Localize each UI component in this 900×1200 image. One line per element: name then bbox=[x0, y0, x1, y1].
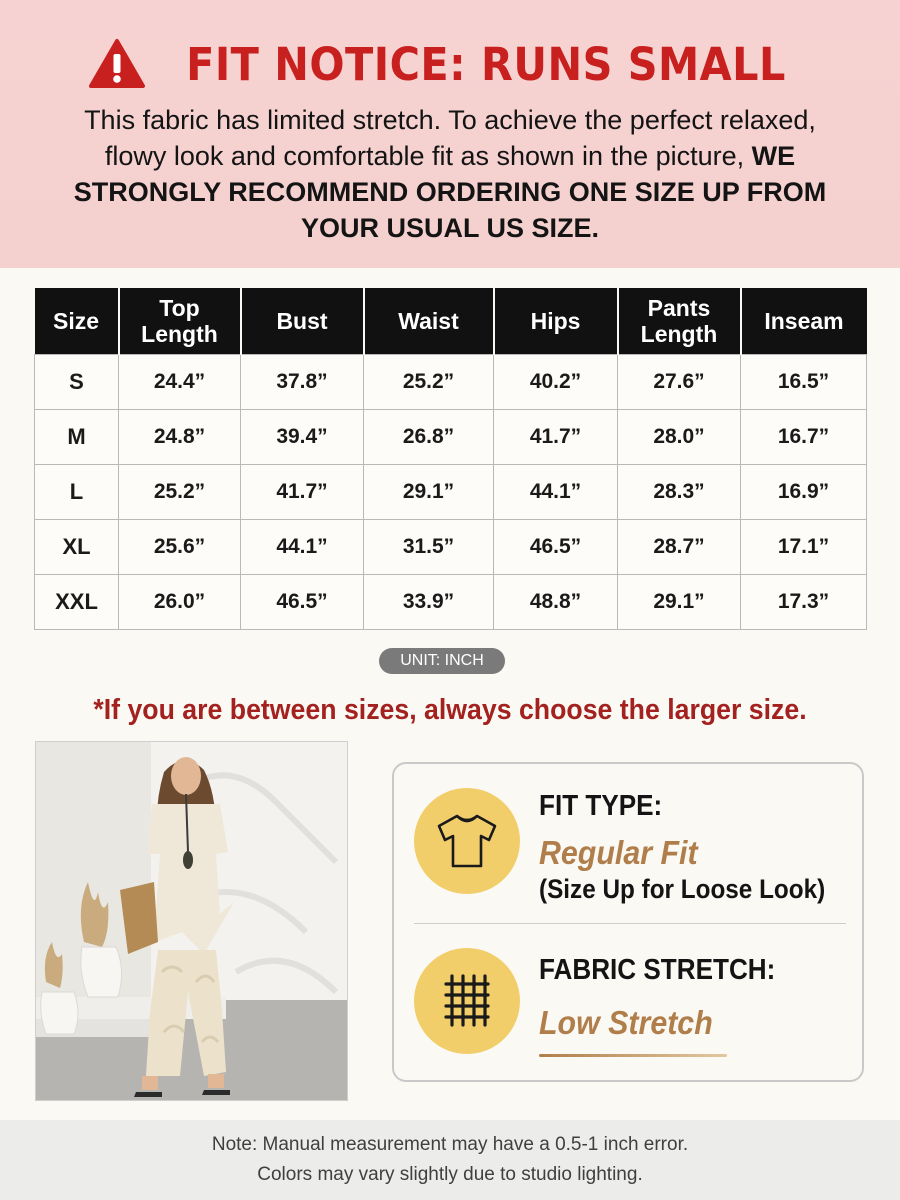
table-row bbox=[35, 519, 867, 574]
measurement-cell: 16.5” bbox=[741, 354, 867, 409]
measurement-cell: 46.5” bbox=[494, 519, 618, 574]
measurement-cell: 17.1” bbox=[741, 519, 867, 574]
header-label: Size bbox=[52, 307, 100, 334]
header-label: Hips bbox=[530, 307, 581, 334]
size-label-cell: L bbox=[35, 464, 119, 519]
measurement-cell: 28.0” bbox=[618, 409, 741, 464]
measurement-cell: 29.1” bbox=[618, 574, 741, 629]
warning-icon bbox=[88, 38, 146, 90]
header-label: Top bbox=[159, 294, 200, 321]
measurement-cell: 37.8” bbox=[241, 354, 364, 409]
size-table-header-cell bbox=[741, 288, 867, 354]
size-label-cell: XXL bbox=[35, 574, 119, 629]
measurement-cell: 28.3” bbox=[618, 464, 741, 519]
card-divider bbox=[414, 923, 846, 924]
measurement-cell: 25.2” bbox=[119, 464, 241, 519]
size-table bbox=[34, 288, 867, 630]
size-chart bbox=[34, 288, 866, 630]
size-label-cell: XL bbox=[35, 519, 119, 574]
header-label: Waist bbox=[398, 307, 459, 334]
measurement-cell: 16.9” bbox=[741, 464, 867, 519]
measurement-cell: 26.8” bbox=[364, 409, 494, 464]
size-table-body bbox=[35, 354, 867, 629]
measurement-cell: 27.6” bbox=[618, 354, 741, 409]
measurement-cell: 44.1” bbox=[241, 519, 364, 574]
size-table-header-cell bbox=[618, 288, 741, 354]
size-label-cell: M bbox=[35, 409, 119, 464]
size-table-header-cell bbox=[35, 288, 119, 354]
table-row bbox=[35, 354, 867, 409]
size-table-header-cell bbox=[241, 288, 364, 354]
table-row bbox=[35, 409, 867, 464]
fit-notice-title bbox=[0, 34, 900, 94]
footer-color-note: Colors may vary slightly due to studio lighting. bbox=[257, 1164, 643, 1185]
header-label: Bust bbox=[276, 307, 328, 334]
measurement-cell: 44.1” bbox=[494, 464, 618, 519]
measurement-cell: 29.1” bbox=[364, 464, 494, 519]
measurement-cell: 31.5” bbox=[364, 519, 494, 574]
size-table-header-cell bbox=[364, 288, 494, 354]
measurement-cell: 25.6” bbox=[119, 519, 241, 574]
measurement-cell: 33.9” bbox=[364, 574, 494, 629]
header-label: Pants bbox=[647, 294, 711, 321]
measurement-cell: 16.7” bbox=[741, 409, 867, 464]
fabric-stretch-label: FABRIC STRETCH: bbox=[539, 954, 776, 986]
grid-icon bbox=[436, 970, 498, 1032]
measurement-cell: 41.7” bbox=[494, 409, 618, 464]
footer-measurement-note: Note: Manual measurement may have a 0.5-1 inch error. bbox=[211, 1134, 689, 1155]
table-row bbox=[35, 464, 867, 519]
fit-notice-title-text: FIT NOTICE: RUNS SMALL bbox=[186, 37, 786, 91]
header-label: Inseam bbox=[764, 307, 844, 334]
measurement-cell: 17.3” bbox=[741, 574, 867, 629]
fabric-stretch-icon-badge bbox=[414, 948, 520, 1054]
measurement-cell: 41.7” bbox=[241, 464, 364, 519]
measurement-cell: 24.4” bbox=[119, 354, 241, 409]
footer-note bbox=[0, 1120, 900, 1200]
measurement-cell: 48.8” bbox=[494, 574, 618, 629]
between-sizes-note: *If you are between sizes, always choose the larger size. bbox=[93, 694, 807, 726]
product-photo bbox=[35, 741, 348, 1101]
unit-badge: UNIT: INCH bbox=[379, 648, 505, 674]
fit-type-note: (Size Up for Loose Look) bbox=[539, 874, 826, 904]
fit-notice-body bbox=[60, 102, 840, 246]
size-table-header-cell bbox=[494, 288, 618, 354]
tshirt-icon bbox=[435, 812, 499, 870]
header-label: Length bbox=[141, 320, 218, 347]
header-label: Length bbox=[640, 320, 718, 347]
fit-notice-recommendation: WE STRONGLY RECOMMEND ORDERING ONE SIZE UP FROM YOUR USUAL US SIZE. bbox=[73, 141, 827, 243]
measurement-cell: 28.7” bbox=[618, 519, 741, 574]
fit-type-label: FIT TYPE: bbox=[539, 790, 663, 822]
fit-info-card bbox=[392, 762, 864, 1082]
measurement-cell: 24.8” bbox=[119, 409, 241, 464]
fit-notice-banner bbox=[0, 0, 900, 268]
fabric-stretch-value: Low Stretch bbox=[539, 1004, 713, 1041]
measurement-cell: 26.0” bbox=[119, 574, 241, 629]
measurement-cell: 39.4” bbox=[241, 409, 364, 464]
table-row bbox=[35, 574, 867, 629]
size-table-header-cell bbox=[119, 288, 241, 354]
fit-type-icon-badge bbox=[414, 788, 520, 894]
fit-notice-body-text: This fabric has limited stretch. To achieve the perfect relaxed, flowy look and comfortable fit as shown in the picture, bbox=[84, 105, 816, 171]
fit-type-value: Regular Fit bbox=[539, 834, 698, 871]
measurement-cell: 46.5” bbox=[241, 574, 364, 629]
measurement-cell: 25.2” bbox=[364, 354, 494, 409]
model-photo-illustration bbox=[36, 742, 348, 1101]
measurement-cell: 40.2” bbox=[494, 354, 618, 409]
stretch-underline bbox=[539, 1054, 727, 1057]
size-label-cell: S bbox=[35, 354, 119, 409]
size-table-header-row bbox=[35, 288, 867, 354]
